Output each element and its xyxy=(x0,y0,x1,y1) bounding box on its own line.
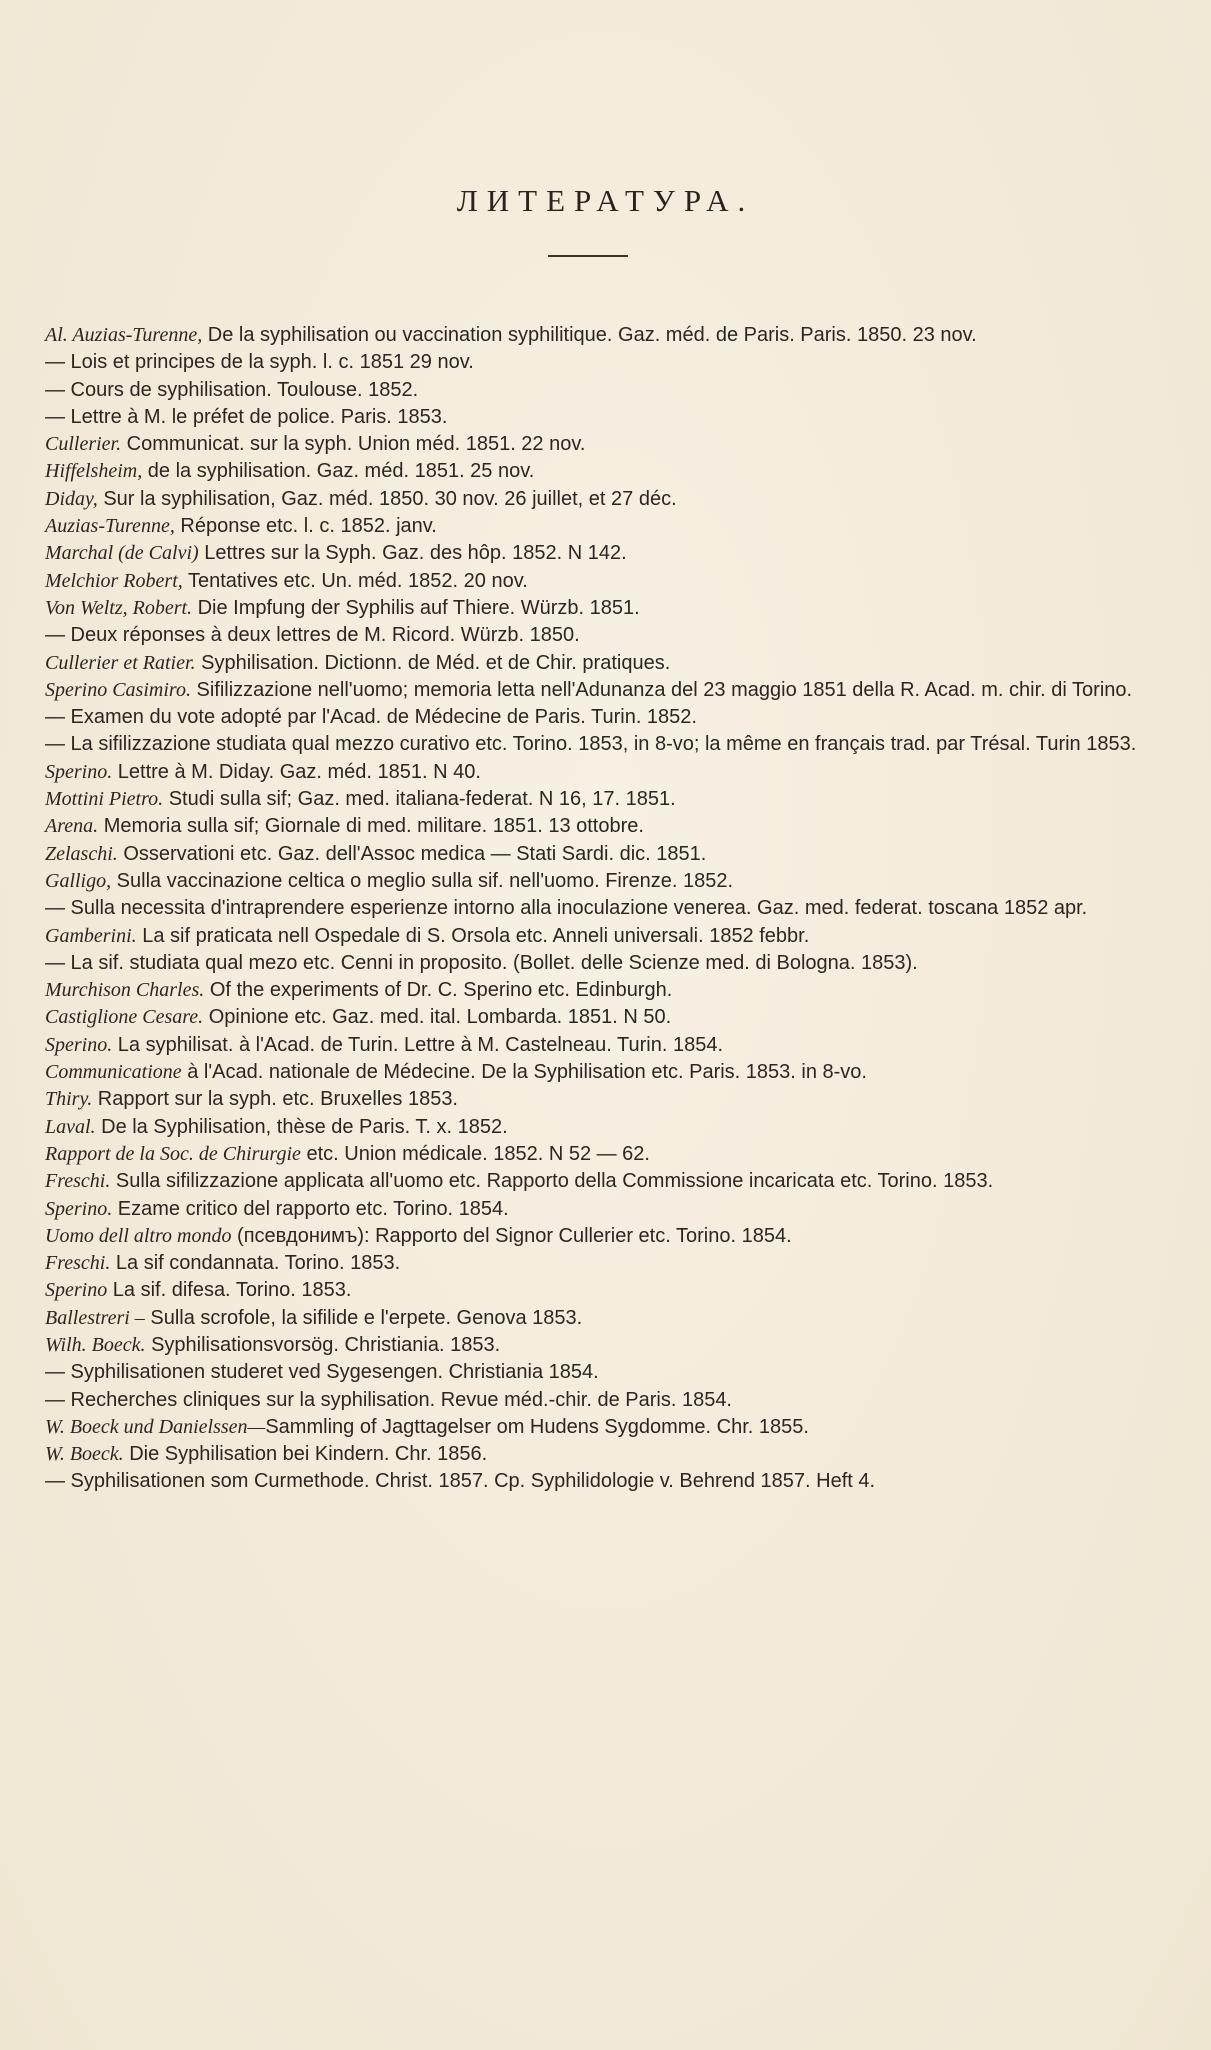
reference-author: Thiry. xyxy=(45,1088,93,1111)
reference-entry xyxy=(45,1468,1145,1495)
reference-author: Diday, xyxy=(45,487,98,510)
reference-entry xyxy=(45,895,1145,922)
reference-text: La sif. difesa. Torino. 1853. xyxy=(107,1279,352,1302)
reference-entry xyxy=(45,377,1145,404)
reference-entry xyxy=(45,813,1145,840)
reference-entry xyxy=(45,1223,1145,1250)
reference-author: W. Boeck. xyxy=(45,1443,124,1466)
reference-entry xyxy=(45,977,1145,1004)
reference-author: Cullerier. xyxy=(45,433,122,456)
reference-entry xyxy=(45,1332,1145,1359)
reference-entry xyxy=(45,1250,1145,1277)
reference-text: Réponse etc. l. c. 1852. janv. xyxy=(174,515,437,538)
reference-author: Ballestreri – xyxy=(45,1306,145,1329)
reference-author: Castiglione Cesare. xyxy=(45,1006,204,1029)
reference-entry xyxy=(45,458,1145,485)
reference-entry xyxy=(45,513,1145,540)
reference-text: La sif praticata nell Ospedale di S. Orsola etc. Anneli universali. 1852 febbr. xyxy=(136,924,810,947)
reference-text: Syphilisation. Dictionn. de Méd. et de Chir. pratiques. xyxy=(195,651,671,674)
reference-author: Sperino Casimiro. xyxy=(45,678,191,701)
reference-author: Gamberini. xyxy=(45,924,137,947)
reference-entry xyxy=(45,568,1145,595)
reference-entry xyxy=(45,677,1145,704)
reference-author: Auzias-Turenne, xyxy=(45,515,175,538)
reference-entry xyxy=(45,349,1145,376)
reference-text: — Cours de syphilisation. Toulouse. 1852. xyxy=(45,378,419,401)
reference-entry xyxy=(45,595,1145,622)
reference-text: Rapport sur la syph. etc. Bruxelles 1853. xyxy=(92,1088,458,1111)
reference-text: — Deux réponses à deux lettres de M. Ricord. Würzb. 1850. xyxy=(45,624,580,647)
reference-text: de la syphilisation. Gaz. méd. 1851. 25 nov. xyxy=(142,460,535,483)
reference-text: Syphilisationsvorsög. Christiania. 1853. xyxy=(145,1333,501,1356)
reference-entry xyxy=(45,1032,1145,1059)
reference-entry xyxy=(45,759,1145,786)
reference-author: Laval. xyxy=(45,1115,96,1138)
reference-list xyxy=(45,322,1145,1496)
reference-author: Freschi. xyxy=(45,1170,111,1193)
reference-text: à l'Acad. nationale de Médecine. De la Syphilisation etc. Paris. 1853. in 8-vo. xyxy=(181,1061,867,1084)
title-divider xyxy=(548,255,628,257)
reference-author: Sperino. xyxy=(45,1197,113,1220)
reference-entry xyxy=(45,786,1145,813)
reference-author: Hiffelsheim, xyxy=(45,460,143,483)
reference-entry xyxy=(45,431,1145,458)
reference-author: Sperino. xyxy=(45,760,113,783)
reference-text: Ezame critico del rapporto etc. Torino. 1854. xyxy=(112,1197,509,1220)
reference-entry xyxy=(45,1086,1145,1113)
reference-entry xyxy=(45,1141,1145,1168)
reference-text: La sif condannata. Torino. 1853. xyxy=(110,1252,401,1275)
reference-entry xyxy=(45,923,1145,950)
reference-text: Sammling of Jagttagelser om Hudens Sygdomme. Chr. 1855. xyxy=(265,1415,809,1438)
reference-entry xyxy=(45,322,1145,349)
reference-text: La syphilisat. à l'Acad. de Turin. Lettre à M. Castelneau. Turin. 1854. xyxy=(112,1033,724,1056)
reference-text: Sifilizzazione nell'uomo; memoria letta nell'Adunanza del 23 maggio 1851 della R. Acad. m. chir. di Torino. xyxy=(190,678,1133,701)
reference-text: Memoria sulla sif; Giornale di med. militare. 1851. 13 ottobre. xyxy=(98,815,644,838)
reference-author: Von Weltz, Robert. xyxy=(45,596,193,619)
reference-entry xyxy=(45,1359,1145,1386)
reference-text: — Examen du vote adopté par l'Acad. de Médecine de Paris. Turin. 1852. xyxy=(45,706,697,729)
reference-entry xyxy=(45,1168,1145,1195)
reference-text: Lettres sur la Syph. Gaz. des hôp. 1852. N 142. xyxy=(198,542,627,565)
reference-text: — Lois et principes de la syph. l. c. 1851 29 nov. xyxy=(45,351,474,374)
reference-author: Zelaschi. xyxy=(45,842,118,865)
reference-text: Lettre à M. Diday. Gaz. méd. 1851. N 40. xyxy=(112,760,481,783)
reference-text: — Lettre à M. le préfet de police. Paris. 1853. xyxy=(45,405,448,428)
reference-author: Marchal (de Calvi) xyxy=(45,542,199,565)
reference-entry xyxy=(45,1196,1145,1223)
reference-entry xyxy=(45,1277,1145,1304)
reference-entry xyxy=(45,650,1145,677)
reference-text: — La sif. studiata qual mezo etc. Cenni in proposito. (Bollet. delle Scienze med. di Bologna. 1853). xyxy=(45,951,918,974)
reference-author: Galligo, xyxy=(45,869,112,892)
reference-entry xyxy=(45,1059,1145,1086)
reference-text: Sulla scrofole, la sifilide e l'erpete. Genova 1853. xyxy=(144,1306,583,1329)
reference-text: (псевдонимъ): Rapporto del Signor Cullerier etc. Torino. 1854. xyxy=(231,1224,792,1247)
reference-text: Osservationi etc. Gaz. dell'Assoc medica — Stati Sardi. dic. 1851. xyxy=(117,842,707,865)
reference-text: Of the experiments of Dr. C. Sperino etc. Edinburgh. xyxy=(204,979,673,1002)
reference-author: Mottini Pietro. xyxy=(45,788,164,811)
reference-text: Opinione etc. Gaz. med. ital. Lombarda. 1851. N 50. xyxy=(203,1006,672,1029)
reference-entry xyxy=(45,1305,1145,1332)
reference-entry xyxy=(45,841,1145,868)
reference-entry xyxy=(45,622,1145,649)
reference-author: Murchison Charles. xyxy=(45,979,205,1002)
reference-text: Tentatives etc. Un. méd. 1852. 20 nov. xyxy=(182,569,528,592)
reference-text: — Sulla necessita d'intraprendere esperienze intorno alla inoculazione venerea. Gaz. med. federat. toscana 1852 apr. xyxy=(45,897,1088,920)
reference-entry xyxy=(45,1414,1145,1441)
reference-entry xyxy=(45,868,1145,895)
reference-entry xyxy=(45,486,1145,513)
reference-author: Sperino xyxy=(45,1279,108,1302)
reference-text: Communicat. sur la syph. Union méd. 1851. 22 nov. xyxy=(121,433,586,456)
reference-text: — Syphilisationen som Curmethode. Christ. 1857. Cp. Syphilidologie v. Behrend 1857. Heft 4. xyxy=(45,1470,876,1493)
reference-text: Die Syphilisation bei Kindern. Chr. 1856. xyxy=(123,1443,488,1466)
reference-entry xyxy=(45,1387,1145,1414)
reference-text: Sulla sifilizzazione applicata all'uomo etc. Rapporto della Commissione incaricata etc. Torino. 1853. xyxy=(110,1170,994,1193)
reference-text: De la syphilisation ou vaccination syphilitique. Gaz. méd. de Paris. Paris. 1850. 23 nov. xyxy=(202,324,977,346)
reference-author: Wilh. Boeck. xyxy=(45,1333,146,1356)
reference-author: Freschi. xyxy=(45,1252,111,1275)
reference-entry xyxy=(45,704,1145,731)
reference-text: Studi sulla sif; Gaz. med. italiana-federat. N 16, 17. 1851. xyxy=(163,788,676,811)
reference-author: W. Boeck und Danielssen— xyxy=(45,1415,266,1438)
reference-entry xyxy=(45,731,1145,758)
reference-text: Sur la syphilisation, Gaz. méd. 1850. 30 nov. 26 juillet, et 27 déc. xyxy=(97,487,677,510)
reference-text: De la Syphilisation, thèse de Paris. T. x. 1852. xyxy=(95,1115,508,1138)
reference-entry xyxy=(45,1114,1145,1141)
reference-author: Rapport de la Soc. de Chirurgie xyxy=(45,1142,301,1165)
reference-entry xyxy=(45,1441,1145,1468)
page-title: ЛИТЕРАТУРА. xyxy=(456,183,755,218)
reference-author: Communicatione xyxy=(45,1061,182,1084)
reference-author: Sperino. xyxy=(45,1033,113,1056)
reference-text: — Syphilisationen studeret ved Sygesengen. Christiania 1854. xyxy=(45,1361,599,1384)
reference-entry xyxy=(45,540,1145,567)
reference-author: Cullerier et Ratier. xyxy=(45,651,196,674)
reference-entry xyxy=(45,950,1145,977)
reference-entry xyxy=(45,404,1145,431)
reference-text: Die Impfung der Syphilis auf Thiere. Würzb. 1851. xyxy=(192,596,640,619)
reference-author: Melchior Robert, xyxy=(45,569,183,592)
reference-author: Uomo dell altro mondo xyxy=(45,1224,232,1247)
reference-entry xyxy=(45,1004,1145,1031)
reference-text: etc. Union médicale. 1852. N 52 — 62. xyxy=(300,1142,650,1165)
reference-text: — Recherches cliniques sur la syphilisation. Revue méd.-chir. de Paris. 1854. xyxy=(45,1388,732,1411)
reference-text: — La sifilizzazione studiata qual mezzo curativo etc. Torino. 1853, in 8-vo; la même en français trad. par Trésal. Turin 1853. xyxy=(45,733,1137,756)
reference-author: Arena. xyxy=(45,815,99,838)
reference-author: Al. Auzias-Turenne, xyxy=(45,324,203,346)
reference-text: Sulla vaccinazione celtica o meglio sulla sif. nell'uomo. Firenze. 1852. xyxy=(111,869,734,892)
